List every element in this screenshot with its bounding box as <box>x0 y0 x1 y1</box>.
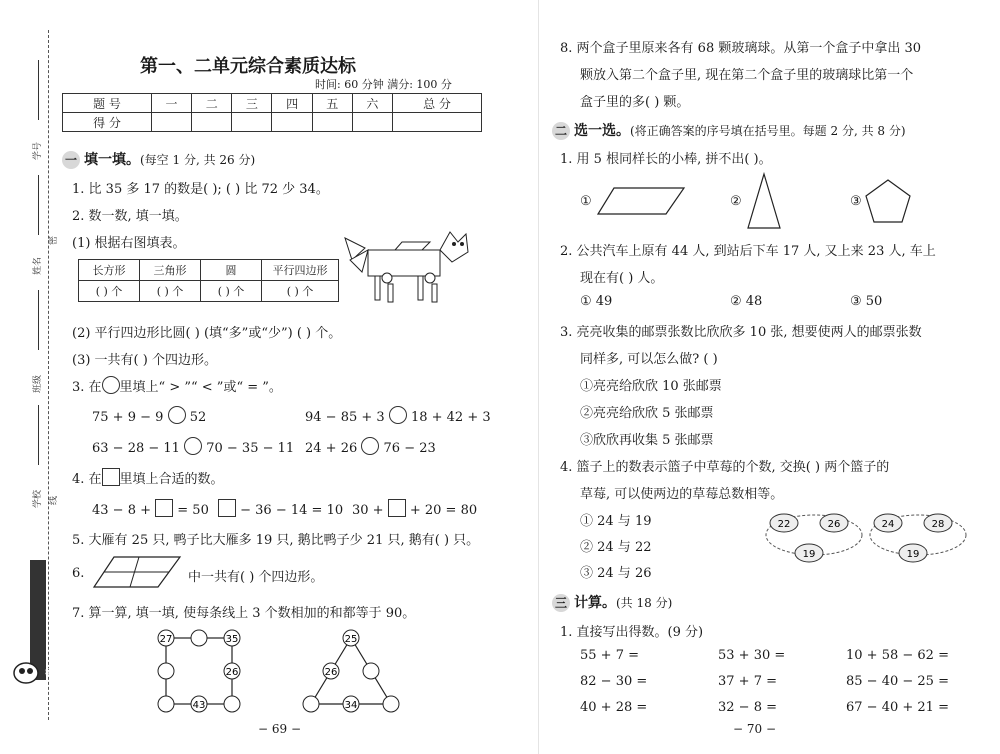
triangle-number-puzzle <box>296 626 406 718</box>
section-note: (将正确答案的序号填在括号里。每题 2 分, 共 8 分) <box>630 124 906 138</box>
question-3-prefix: 3. 在 <box>72 380 102 395</box>
choice-4-line-1: 4. 篮子上的数表示篮子中草莓的个数, 交换( ) 两个篮子的 <box>560 460 890 475</box>
compare-left: 24 + 26 <box>305 441 358 456</box>
strip-school-label: 学校 <box>33 489 43 508</box>
question-3 <box>72 376 282 395</box>
pentagon-shape-icon <box>864 178 912 224</box>
choice-3-option[interactable]: ②亮亮给欣欣 5 张邮票 <box>580 406 714 421</box>
parallelogram-shape-icon <box>596 186 686 216</box>
score-header: 总 分 <box>393 94 482 113</box>
answer-circle[interactable] <box>361 437 379 455</box>
compare-right: 52 <box>189 410 207 425</box>
page-number-right: − 70 − <box>733 722 777 736</box>
section-1-heading <box>62 149 255 169</box>
section-number: 三 <box>552 594 570 612</box>
strip-id-label: 学号 <box>33 141 43 160</box>
basket-count: 26 <box>827 519 841 530</box>
strawberry-baskets-figure <box>762 505 972 571</box>
shape-header: 圆 <box>201 260 262 281</box>
answer-box[interactable] <box>388 499 406 517</box>
fill-left: 30 + <box>352 503 384 518</box>
compare-right: 76 − 23 <box>383 441 436 456</box>
calc-item: 37 + 7 = <box>718 674 777 689</box>
page-title: 第一、二单元综合素质达标 <box>140 56 356 77</box>
basket-count: 19 <box>802 549 816 560</box>
puzzle-number: 25 <box>344 634 358 645</box>
answer-circle[interactable] <box>168 406 186 424</box>
puzzle-number: 27 <box>159 634 173 645</box>
choice-3-option[interactable]: ③欣欣再收集 5 张邮票 <box>580 433 714 448</box>
shape-answer-cell[interactable]: ( ) 个 <box>262 281 339 302</box>
strip-underline <box>38 60 39 120</box>
choice-4-option[interactable]: ① 24 与 19 <box>580 514 652 529</box>
compare-item <box>305 437 436 456</box>
fill-right: = 50 <box>177 503 209 518</box>
calc-item: 10 + 58 − 62 = <box>846 648 949 663</box>
score-header: 五 <box>312 94 352 113</box>
fill-right: + 20 = 80 <box>409 503 478 518</box>
calc-1-heading: 1. 直接写出得数。(9 分) <box>560 625 704 640</box>
question-3-suffix: 里填上“ > ”“ < ”或“ = ”。 <box>119 380 282 395</box>
shape-animal-figure <box>340 228 475 308</box>
section-title: 填一填。 <box>84 152 140 168</box>
choice-3-line-1: 3. 亮亮收集的邮票张数比欣欣多 10 张, 想要使两人的邮票张数 <box>560 325 922 340</box>
compare-left: 94 − 85 + 3 <box>305 410 385 425</box>
score-cell[interactable] <box>232 113 272 132</box>
section-title: 计算。 <box>574 595 616 611</box>
question-2: 2. 数一数, 填一填。 <box>72 209 188 224</box>
strip-class-label: 班级 <box>33 374 43 393</box>
strip-underline <box>38 405 39 465</box>
compare-item <box>305 406 491 425</box>
question-8-line-3: 盒子里的多( ) 颗。 <box>580 95 690 110</box>
choice-2-option[interactable]: ③ 50 <box>850 294 883 309</box>
score-cell[interactable] <box>393 113 482 132</box>
cut-line <box>48 30 49 720</box>
score-header: 二 <box>192 94 232 113</box>
score-header: 四 <box>272 94 312 113</box>
strip-underline <box>38 290 39 350</box>
calc-item: 40 + 28 = <box>580 700 648 715</box>
question-2-part-3: (3) 一共有( ) 个四边形。 <box>72 353 217 368</box>
question-2-part-1: (1) 根据右图填表。 <box>72 236 186 251</box>
time-score-meta: 时间: 60 分钟 满分: 100 分 <box>315 78 452 91</box>
calc-item: 55 + 7 = <box>580 648 639 663</box>
page-number-left: − 69 − <box>258 722 302 736</box>
shape-answer-cell[interactable]: ( ) 个 <box>201 281 262 302</box>
section-3-heading <box>552 592 672 612</box>
basket-count: 28 <box>931 519 945 530</box>
score-header: 六 <box>352 94 392 113</box>
puzzle-number: 26 <box>324 667 338 678</box>
calc-item: 82 − 30 = <box>580 674 648 689</box>
answer-box[interactable] <box>218 499 236 517</box>
fill-box-icon <box>102 468 120 486</box>
fill-item <box>352 499 477 518</box>
choice-4-option[interactable]: ② 24 与 22 <box>580 540 652 555</box>
compare-right: 70 − 35 − 11 <box>206 441 295 456</box>
triangle-shape-icon <box>746 172 782 230</box>
choice-3-option[interactable]: ①亮亮给欣欣 10 张邮票 <box>580 379 722 394</box>
score-table <box>62 93 482 132</box>
score-header: 一 <box>151 94 191 113</box>
puzzle-number: 26 <box>225 667 239 678</box>
choice-4-line-2: 草莓, 可以使两边的草莓总数相等。 <box>580 487 784 502</box>
choice-2-line-1: 2. 公共汽车上原有 44 人, 到站后下车 17 人, 又上来 23 人, 车上 <box>560 244 936 259</box>
section-title: 选一选。 <box>574 123 630 139</box>
choice-3-line-2: 同样多, 可以怎么做? ( ) <box>580 352 718 367</box>
strip-name-label: 姓名 <box>33 256 43 275</box>
shape-count-table <box>78 259 339 302</box>
basket-count: 22 <box>777 519 791 530</box>
calc-item: 53 + 30 = <box>718 648 786 663</box>
compare-left: 75 + 9 − 9 <box>92 410 164 425</box>
shape-answer-cell[interactable]: ( ) 个 <box>79 281 140 302</box>
section-number: 一 <box>62 151 80 169</box>
question-8-line-2: 颗放入第二个盒子里, 现在第二个盒子里的玻璃球比第一个 <box>580 68 914 83</box>
shape-answer-cell[interactable]: ( ) 个 <box>140 281 201 302</box>
puzzle-number: 34 <box>344 700 358 711</box>
section-2-heading <box>552 120 906 140</box>
section-note: (共 18 分) <box>616 596 673 610</box>
question-2-part-2: (2) 平行四边形比圆( ) (填“多”或“少”) ( ) 个。 <box>72 326 342 341</box>
calc-item: 85 − 40 − 25 = <box>846 674 949 689</box>
choice-2-line-2: 现在有( ) 人。 <box>580 271 664 286</box>
question-6-number: 6. <box>72 566 85 581</box>
fill-item <box>218 499 343 518</box>
question-1: 1. 比 35 多 17 的数是( ); ( ) 比 72 少 34。 <box>72 182 329 197</box>
strip-line-label: 线 <box>49 495 59 505</box>
score-row-label: 得 分 <box>63 113 152 132</box>
choice-1-option-3[interactable]: ③ <box>850 194 862 209</box>
strip-seal-label: 密 <box>49 235 59 245</box>
strip-underline <box>38 175 39 235</box>
section-note: (每空 1 分, 共 26 分) <box>140 153 256 167</box>
puzzle-number: 43 <box>192 700 206 711</box>
question-4 <box>72 468 224 487</box>
score-cell[interactable] <box>192 113 232 132</box>
score-cell[interactable] <box>352 113 392 132</box>
choice-1-option-1[interactable]: ① <box>580 194 592 209</box>
question-8-line-1: 8. 两个盒子里原来各有 68 颗玻璃球。从第一个盒子中拿出 30 <box>560 41 922 56</box>
book-label-text: 数学二年级上册 SJ版 <box>46 666 157 676</box>
question-4-prefix: 4. 在 <box>72 472 102 487</box>
calc-item: 32 − 8 = <box>718 700 777 715</box>
score-header: 三 <box>232 94 272 113</box>
choice-2-option[interactable]: ① 49 <box>580 294 613 309</box>
compare-circle-icon <box>102 376 120 394</box>
calc-item: 67 − 40 + 21 = <box>846 700 949 715</box>
basket-count: 24 <box>881 519 895 530</box>
choice-4-option[interactable]: ③ 24 与 26 <box>580 566 652 581</box>
fill-right: − 36 − 14 = 10 <box>240 503 344 518</box>
shape-header: 长方形 <box>79 260 140 281</box>
score-cell[interactable] <box>272 113 312 132</box>
parallelogram-figure <box>92 555 182 589</box>
answer-circle[interactable] <box>389 406 407 424</box>
compare-item <box>92 437 294 456</box>
compare-left: 63 − 28 − 11 <box>92 441 180 456</box>
fill-left: 43 − 8 + <box>92 503 151 518</box>
shape-header: 三角形 <box>140 260 201 281</box>
score-header: 题 号 <box>63 94 152 113</box>
compare-right: 18 + 42 + 3 <box>410 410 491 425</box>
choice-1-option-2[interactable]: ② <box>730 194 742 209</box>
basket-count: 19 <box>906 549 920 560</box>
fill-item <box>92 499 209 518</box>
question-6-text: 中一共有( ) 个四边形。 <box>188 570 324 585</box>
choice-2-option[interactable]: ② 48 <box>730 294 763 309</box>
choice-1: 1. 用 5 根同样长的小棒, 拼不出( )。 <box>560 152 772 167</box>
question-7: 7. 算一算, 填一填, 使每条线上 3 个数相加的和都等于 90。 <box>72 606 416 621</box>
shape-header: 平行四边形 <box>262 260 339 281</box>
compare-item <box>92 406 206 425</box>
question-5: 5. 大雁有 25 只, 鸭子比大雁多 19 只, 鹅比鸭子少 21 只, 鹅有( ) 只。 <box>72 533 480 548</box>
score-cell[interactable] <box>312 113 352 132</box>
section-number: 二 <box>552 122 570 140</box>
answer-box[interactable] <box>155 499 173 517</box>
answer-circle[interactable] <box>184 437 202 455</box>
score-cell[interactable] <box>151 113 191 132</box>
mascot-icon <box>12 660 40 686</box>
page-separator <box>538 0 539 754</box>
question-4-suffix: 里填上合适的数。 <box>119 472 224 487</box>
puzzle-number: 35 <box>225 634 239 645</box>
square-number-puzzle <box>150 626 250 718</box>
